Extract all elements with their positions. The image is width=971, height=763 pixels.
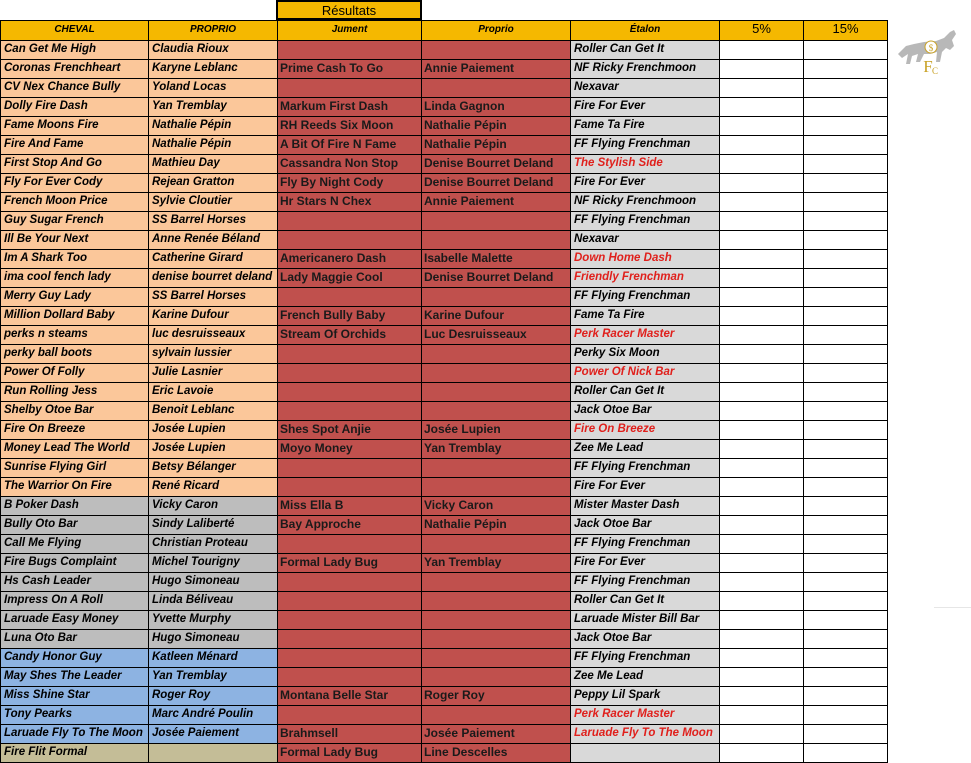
cheval-cell: Can Get Me High bbox=[0, 40, 149, 60]
proprio-cell: Claudia Rioux bbox=[148, 40, 278, 60]
cheval-cell: ima cool fench lady bbox=[0, 268, 149, 288]
jument-proprio-cell: Denise Bourret Deland bbox=[421, 154, 571, 174]
cheval-cell: First Stop And Go bbox=[0, 154, 149, 174]
jument-proprio-cell bbox=[421, 591, 571, 611]
cheval-cell: perky ball boots bbox=[0, 344, 149, 364]
jument-proprio-cell bbox=[421, 40, 571, 60]
jument-cell: Fly By Night Cody bbox=[277, 173, 422, 193]
jument-cell: Shes Spot Anjie bbox=[277, 420, 422, 440]
cheval-cell: Million Dollard Baby bbox=[0, 306, 149, 326]
jument-cell: A Bit Of Fire N Fame bbox=[277, 135, 422, 155]
cheval-cell: Coronas Frenchheart bbox=[0, 59, 149, 79]
pct5-cell[interactable] bbox=[719, 458, 804, 478]
etalon-cell: Fire For Ever bbox=[570, 97, 720, 117]
proprio-cell bbox=[148, 743, 278, 763]
jument-cell: Miss Ella B bbox=[277, 496, 422, 516]
etalon-cell: Power Of Nick Bar bbox=[570, 363, 720, 383]
pct15-cell[interactable] bbox=[803, 439, 888, 459]
pct5-cell[interactable] bbox=[719, 477, 804, 497]
jument-proprio-cell: Yan Tremblay bbox=[421, 553, 571, 573]
cheval-cell: Shelby Otoe Bar bbox=[0, 401, 149, 421]
proprio-cell: Marc André Poulin bbox=[148, 705, 278, 725]
etalon-cell: FF Flying Frenchman bbox=[570, 648, 720, 668]
pct5-cell[interactable] bbox=[719, 325, 804, 345]
cheval-cell: Dolly Fire Dash bbox=[0, 97, 149, 117]
etalon-cell: Friendly Frenchman bbox=[570, 268, 720, 288]
proprio-cell: Sylvie Cloutier bbox=[148, 192, 278, 212]
cheval-cell: Candy Honor Guy bbox=[0, 648, 149, 668]
proprio-cell: Catherine Girard bbox=[148, 249, 278, 269]
etalon-cell: Fire For Ever bbox=[570, 173, 720, 193]
jument-cell: Americanero Dash bbox=[277, 249, 422, 269]
pct15-cell[interactable] bbox=[803, 743, 888, 763]
etalon-cell: Nexavar bbox=[570, 230, 720, 250]
proprio-cell: sylvain lussier bbox=[148, 344, 278, 364]
pct15-cell[interactable] bbox=[803, 648, 888, 668]
pct15-cell[interactable] bbox=[803, 572, 888, 592]
jument-cell: RH Reeds Six Moon bbox=[277, 116, 422, 136]
proprio-cell: Sindy Laliberté bbox=[148, 515, 278, 535]
pct5-cell[interactable] bbox=[719, 211, 804, 231]
etalon-cell: Laruade Mister Bill Bar bbox=[570, 610, 720, 630]
pct15-cell[interactable] bbox=[803, 192, 888, 212]
divider-line bbox=[934, 607, 971, 608]
jument-cell: Montana Belle Star bbox=[277, 686, 422, 706]
proprio-cell: Karyne Leblanc bbox=[148, 59, 278, 79]
cheval-cell: Sunrise Flying Girl bbox=[0, 458, 149, 478]
cheval-cell: Call Me Flying bbox=[0, 534, 149, 554]
jument-proprio-cell bbox=[421, 572, 571, 592]
etalon-cell: FF Flying Frenchman bbox=[570, 135, 720, 155]
pct15-cell[interactable] bbox=[803, 211, 888, 231]
jument-proprio-cell bbox=[421, 382, 571, 402]
pct15-cell[interactable] bbox=[803, 249, 888, 269]
proprio-cell: Nathalie Pépin bbox=[148, 116, 278, 136]
header-proprio: PROPRIO bbox=[148, 20, 278, 41]
proprio-cell: Katleen Ménard bbox=[148, 648, 278, 668]
etalon-cell: Jack Otoe Bar bbox=[570, 515, 720, 535]
jument-cell bbox=[277, 382, 422, 402]
jument-proprio-cell: Nathalie Pépin bbox=[421, 116, 571, 136]
etalon-cell: Fame Ta Fire bbox=[570, 306, 720, 326]
cheval-cell: CV Nex Chance Bully bbox=[0, 78, 149, 98]
jument-cell: Cassandra Non Stop bbox=[277, 154, 422, 174]
jument-cell bbox=[277, 40, 422, 60]
pct15-cell[interactable] bbox=[803, 610, 888, 630]
etalon-cell: Fire For Ever bbox=[570, 477, 720, 497]
pct5-cell[interactable] bbox=[719, 192, 804, 212]
etalon-cell: Mister Master Dash bbox=[570, 496, 720, 516]
proprio-cell: Christian Proteau bbox=[148, 534, 278, 554]
jument-cell bbox=[277, 629, 422, 649]
pct5-cell[interactable] bbox=[719, 249, 804, 269]
cheval-cell: perks n steams bbox=[0, 325, 149, 345]
jument-proprio-cell: Nathalie Pépin bbox=[421, 135, 571, 155]
cheval-cell: Laruade Fly To The Moon bbox=[0, 724, 149, 744]
pct15-cell[interactable] bbox=[803, 667, 888, 687]
cheval-cell: Merry Guy Lady bbox=[0, 287, 149, 307]
header-15pct: 15% bbox=[803, 20, 888, 41]
pct5-cell[interactable] bbox=[719, 534, 804, 554]
jument-cell bbox=[277, 667, 422, 687]
cheval-cell: Fire And Fame bbox=[0, 135, 149, 155]
jument-proprio-cell: Denise Bourret Deland bbox=[421, 173, 571, 193]
header-etalon: Étalon bbox=[570, 20, 720, 41]
pct15-cell[interactable] bbox=[803, 515, 888, 535]
pct5-cell[interactable] bbox=[719, 268, 804, 288]
pct5-cell[interactable] bbox=[719, 173, 804, 193]
pct5-cell[interactable] bbox=[719, 496, 804, 516]
pct15-cell[interactable] bbox=[803, 591, 888, 611]
cheval-cell: Impress On A Roll bbox=[0, 591, 149, 611]
cheval-cell: Fire Flit Formal bbox=[0, 743, 149, 763]
jument-cell: Stream Of Orchids bbox=[277, 325, 422, 345]
pct5-cell[interactable] bbox=[719, 363, 804, 383]
jument-proprio-cell bbox=[421, 211, 571, 231]
jument-proprio-cell: Nathalie Pépin bbox=[421, 515, 571, 535]
cheval-cell: Money Lead The World bbox=[0, 439, 149, 459]
jument-proprio-cell: Yan Tremblay bbox=[421, 439, 571, 459]
jument-cell: Bay Approche bbox=[277, 515, 422, 535]
etalon-cell: Peppy Lil Spark bbox=[570, 686, 720, 706]
pct5-cell[interactable] bbox=[719, 667, 804, 687]
pct5-cell[interactable] bbox=[719, 344, 804, 364]
cheval-cell: Bully Oto Bar bbox=[0, 515, 149, 535]
svg-text:F: F bbox=[923, 57, 933, 76]
etalon-cell bbox=[570, 743, 720, 763]
proprio-cell: Karine Dufour bbox=[148, 306, 278, 326]
pct15-cell[interactable] bbox=[803, 173, 888, 193]
jument-proprio-cell bbox=[421, 230, 571, 250]
proprio-cell: Betsy Bélanger bbox=[148, 458, 278, 478]
cheval-cell: Fame Moons Fire bbox=[0, 116, 149, 136]
jument-proprio-cell bbox=[421, 610, 571, 630]
proprio-cell: Benoit Leblanc bbox=[148, 401, 278, 421]
etalon-cell: Fire On Breeze bbox=[570, 420, 720, 440]
jument-proprio-cell bbox=[421, 401, 571, 421]
pct15-cell[interactable] bbox=[803, 553, 888, 573]
pct5-cell[interactable] bbox=[719, 116, 804, 136]
cheval-cell: Run Rolling Jess bbox=[0, 382, 149, 402]
etalon-cell: FF Flying Frenchman bbox=[570, 534, 720, 554]
jument-cell bbox=[277, 648, 422, 668]
cheval-cell: May Shes The Leader bbox=[0, 667, 149, 687]
jument-cell bbox=[277, 230, 422, 250]
pct5-cell[interactable] bbox=[719, 78, 804, 98]
etalon-cell: Laruade Fly To The Moon bbox=[570, 724, 720, 744]
etalon-cell: Roller Can Get It bbox=[570, 591, 720, 611]
jument-cell bbox=[277, 78, 422, 98]
jument-proprio-cell bbox=[421, 344, 571, 364]
pct15-cell[interactable] bbox=[803, 268, 888, 288]
jument-cell: Hr Stars N Chex bbox=[277, 192, 422, 212]
jument-cell bbox=[277, 211, 422, 231]
jument-proprio-cell bbox=[421, 667, 571, 687]
jument-proprio-cell bbox=[421, 534, 571, 554]
jument-cell: Markum First Dash bbox=[277, 97, 422, 117]
proprio-cell: luc desruisseaux bbox=[148, 325, 278, 345]
proprio-cell: Mathieu Day bbox=[148, 154, 278, 174]
proprio-cell: denise bourret deland bbox=[148, 268, 278, 288]
pct15-cell[interactable] bbox=[803, 325, 888, 345]
pct15-cell[interactable] bbox=[803, 477, 888, 497]
etalon-cell: Fame Ta Fire bbox=[570, 116, 720, 136]
cheval-cell: Tony Pearks bbox=[0, 705, 149, 725]
pct15-cell[interactable] bbox=[803, 135, 888, 155]
header-jument: Jument bbox=[277, 20, 422, 41]
jument-cell bbox=[277, 477, 422, 497]
etalon-cell: Roller Can Get It bbox=[570, 382, 720, 402]
jument-proprio-cell: Isabelle Malette bbox=[421, 249, 571, 269]
jument-proprio-cell bbox=[421, 78, 571, 98]
jument-cell bbox=[277, 458, 422, 478]
proprio-cell: Julie Lasnier bbox=[148, 363, 278, 383]
etalon-cell: Perky Six Moon bbox=[570, 344, 720, 364]
pct15-cell[interactable] bbox=[803, 724, 888, 744]
proprio-cell: Eric Lavoie bbox=[148, 382, 278, 402]
cheval-cell: Hs Cash Leader bbox=[0, 572, 149, 592]
cheval-cell: French Moon Price bbox=[0, 192, 149, 212]
jument-proprio-cell: Line Descelles bbox=[421, 743, 571, 763]
jument-proprio-cell: Linda Gagnon bbox=[421, 97, 571, 117]
cheval-cell: The Warrior On Fire bbox=[0, 477, 149, 497]
jument-cell: Moyo Money bbox=[277, 439, 422, 459]
jument-proprio-cell bbox=[421, 477, 571, 497]
pct15-cell[interactable] bbox=[803, 78, 888, 98]
jument-proprio-cell: Luc Desruisseaux bbox=[421, 325, 571, 345]
jument-proprio-cell: Denise Bourret Deland bbox=[421, 268, 571, 288]
pct15-cell[interactable] bbox=[803, 705, 888, 725]
jument-cell bbox=[277, 344, 422, 364]
pct5-cell[interactable] bbox=[719, 572, 804, 592]
header-jument-proprio: Proprio bbox=[421, 20, 571, 41]
etalon-cell: FF Flying Frenchman bbox=[570, 287, 720, 307]
pct5-cell[interactable] bbox=[719, 724, 804, 744]
proprio-cell: Anne Renée Béland bbox=[148, 230, 278, 250]
proprio-cell: Roger Roy bbox=[148, 686, 278, 706]
jument-proprio-cell: Annie Paiement bbox=[421, 192, 571, 212]
cheval-cell: Laruade Easy Money bbox=[0, 610, 149, 630]
proprio-cell: Vicky Caron bbox=[148, 496, 278, 516]
pct15-cell[interactable] bbox=[803, 40, 888, 60]
proprio-cell: Hugo Simoneau bbox=[148, 629, 278, 649]
etalon-cell: FF Flying Frenchman bbox=[570, 572, 720, 592]
header-cheval: CHEVAL bbox=[0, 20, 149, 41]
pct5-cell[interactable] bbox=[719, 420, 804, 440]
etalon-cell: FF Flying Frenchman bbox=[570, 458, 720, 478]
pct5-cell[interactable] bbox=[719, 154, 804, 174]
pct5-cell[interactable] bbox=[719, 97, 804, 117]
jument-cell: Lady Maggie Cool bbox=[277, 268, 422, 288]
etalon-cell: Roller Can Get It bbox=[570, 40, 720, 60]
pct15-cell[interactable] bbox=[803, 420, 888, 440]
pct15-cell[interactable] bbox=[803, 401, 888, 421]
etalon-cell: NF Ricky Frenchmoon bbox=[570, 59, 720, 79]
pct5-cell[interactable] bbox=[719, 648, 804, 668]
cheval-cell: Miss Shine Star bbox=[0, 686, 149, 706]
pct15-cell[interactable] bbox=[803, 59, 888, 79]
pct15-cell[interactable] bbox=[803, 116, 888, 136]
jument-proprio-cell: Josée Paiement bbox=[421, 724, 571, 744]
jument-proprio-cell: Annie Paiement bbox=[421, 59, 571, 79]
pct15-cell[interactable] bbox=[803, 230, 888, 250]
etalon-cell: Perk Racer Master bbox=[570, 705, 720, 725]
cheval-cell: B Poker Dash bbox=[0, 496, 149, 516]
jument-proprio-cell: Vicky Caron bbox=[421, 496, 571, 516]
pct5-cell[interactable] bbox=[719, 515, 804, 535]
jument-cell: Formal Lady Bug bbox=[277, 553, 422, 573]
sheet-title: Résultats bbox=[276, 0, 422, 20]
jument-cell bbox=[277, 363, 422, 383]
proprio-cell: Hugo Simoneau bbox=[148, 572, 278, 592]
proprio-cell: Josée Paiement bbox=[148, 724, 278, 744]
etalon-cell: Jack Otoe Bar bbox=[570, 629, 720, 649]
etalon-cell: Perk Racer Master bbox=[570, 325, 720, 345]
jument-cell bbox=[277, 401, 422, 421]
etalon-cell: NF Ricky Frenchmoon bbox=[570, 192, 720, 212]
etalon-cell: Down Home Dash bbox=[570, 249, 720, 269]
pct15-cell[interactable] bbox=[803, 154, 888, 174]
proprio-cell: SS Barrel Horses bbox=[148, 211, 278, 231]
jument-proprio-cell bbox=[421, 287, 571, 307]
proprio-cell: Josée Lupien bbox=[148, 439, 278, 459]
pct15-cell[interactable] bbox=[803, 363, 888, 383]
jument-proprio-cell: Karine Dufour bbox=[421, 306, 571, 326]
etalon-cell: Jack Otoe Bar bbox=[570, 401, 720, 421]
proprio-cell: Linda Béliveau bbox=[148, 591, 278, 611]
jument-cell bbox=[277, 705, 422, 725]
cheval-cell: Fire On Breeze bbox=[0, 420, 149, 440]
etalon-cell: FF Flying Frenchman bbox=[570, 211, 720, 231]
pct15-cell[interactable] bbox=[803, 496, 888, 516]
proprio-cell: René Ricard bbox=[148, 477, 278, 497]
jument-cell bbox=[277, 591, 422, 611]
pct15-cell[interactable] bbox=[803, 629, 888, 649]
jument-proprio-cell bbox=[421, 458, 571, 478]
pct5-cell[interactable] bbox=[719, 439, 804, 459]
jument-proprio-cell bbox=[421, 648, 571, 668]
pct5-cell[interactable] bbox=[719, 591, 804, 611]
jument-cell: French Bully Baby bbox=[277, 306, 422, 326]
cheval-cell: Ill Be Your Next bbox=[0, 230, 149, 250]
proprio-cell: Yan Tremblay bbox=[148, 97, 278, 117]
jument-proprio-cell: Roger Roy bbox=[421, 686, 571, 706]
pct15-cell[interactable] bbox=[803, 458, 888, 478]
pct5-cell[interactable] bbox=[719, 306, 804, 326]
cheval-cell: Fire Bugs Complaint bbox=[0, 553, 149, 573]
horse-logo-icon bbox=[894, 24, 968, 78]
pct15-cell[interactable] bbox=[803, 382, 888, 402]
pct5-cell[interactable] bbox=[719, 287, 804, 307]
jument-proprio-cell bbox=[421, 363, 571, 383]
pct5-cell[interactable] bbox=[719, 40, 804, 60]
pct5-cell[interactable] bbox=[719, 401, 804, 421]
proprio-cell: Yan Tremblay bbox=[148, 667, 278, 687]
jument-proprio-cell bbox=[421, 629, 571, 649]
jument-cell bbox=[277, 287, 422, 307]
cheval-cell: Im A Shark Too bbox=[0, 249, 149, 269]
pct5-cell[interactable] bbox=[719, 686, 804, 706]
header-5pct: 5% bbox=[719, 20, 804, 41]
jument-cell: Formal Lady Bug bbox=[277, 743, 422, 763]
svg-text:C: C bbox=[931, 66, 939, 76]
jument-cell bbox=[277, 572, 422, 592]
proprio-cell: Josée Lupien bbox=[148, 420, 278, 440]
jument-proprio-cell bbox=[421, 705, 571, 725]
etalon-cell: The Stylish Side bbox=[570, 154, 720, 174]
pct5-cell[interactable] bbox=[719, 382, 804, 402]
cheval-cell: Power Of Folly bbox=[0, 363, 149, 383]
pct15-cell[interactable] bbox=[803, 97, 888, 117]
pct5-cell[interactable] bbox=[719, 705, 804, 725]
etalon-cell: Fire For Ever bbox=[570, 553, 720, 573]
proprio-cell: Michel Tourigny bbox=[148, 553, 278, 573]
jument-cell bbox=[277, 610, 422, 630]
cheval-cell: Guy Sugar French bbox=[0, 211, 149, 231]
proprio-cell: Nathalie Pépin bbox=[148, 135, 278, 155]
jument-cell: Brahmsell bbox=[277, 724, 422, 744]
pct15-cell[interactable] bbox=[803, 686, 888, 706]
jument-proprio-cell: Josée Lupien bbox=[421, 420, 571, 440]
pct5-cell[interactable] bbox=[719, 135, 804, 155]
proprio-cell: Rejean Gratton bbox=[148, 173, 278, 193]
cheval-cell: Luna Oto Bar bbox=[0, 629, 149, 649]
proprio-cell: Yoland Locas bbox=[148, 78, 278, 98]
etalon-cell: Zee Me Lead bbox=[570, 667, 720, 687]
pct5-cell[interactable] bbox=[719, 610, 804, 630]
pct5-cell[interactable] bbox=[719, 553, 804, 573]
pct5-cell[interactable] bbox=[719, 743, 804, 763]
cheval-cell: Fly For Ever Cody bbox=[0, 173, 149, 193]
pct5-cell[interactable] bbox=[719, 230, 804, 250]
pct15-cell[interactable] bbox=[803, 534, 888, 554]
pct5-cell[interactable] bbox=[719, 629, 804, 649]
svg-text:$: $ bbox=[928, 43, 934, 53]
proprio-cell: Yvette Murphy bbox=[148, 610, 278, 630]
etalon-cell: Zee Me Lead bbox=[570, 439, 720, 459]
jument-cell: Prime Cash To Go bbox=[277, 59, 422, 79]
pct15-cell[interactable] bbox=[803, 306, 888, 326]
pct5-cell[interactable] bbox=[719, 59, 804, 79]
etalon-cell: Nexavar bbox=[570, 78, 720, 98]
proprio-cell: SS Barrel Horses bbox=[148, 287, 278, 307]
jument-cell bbox=[277, 534, 422, 554]
pct15-cell[interactable] bbox=[803, 287, 888, 307]
pct15-cell[interactable] bbox=[803, 344, 888, 364]
